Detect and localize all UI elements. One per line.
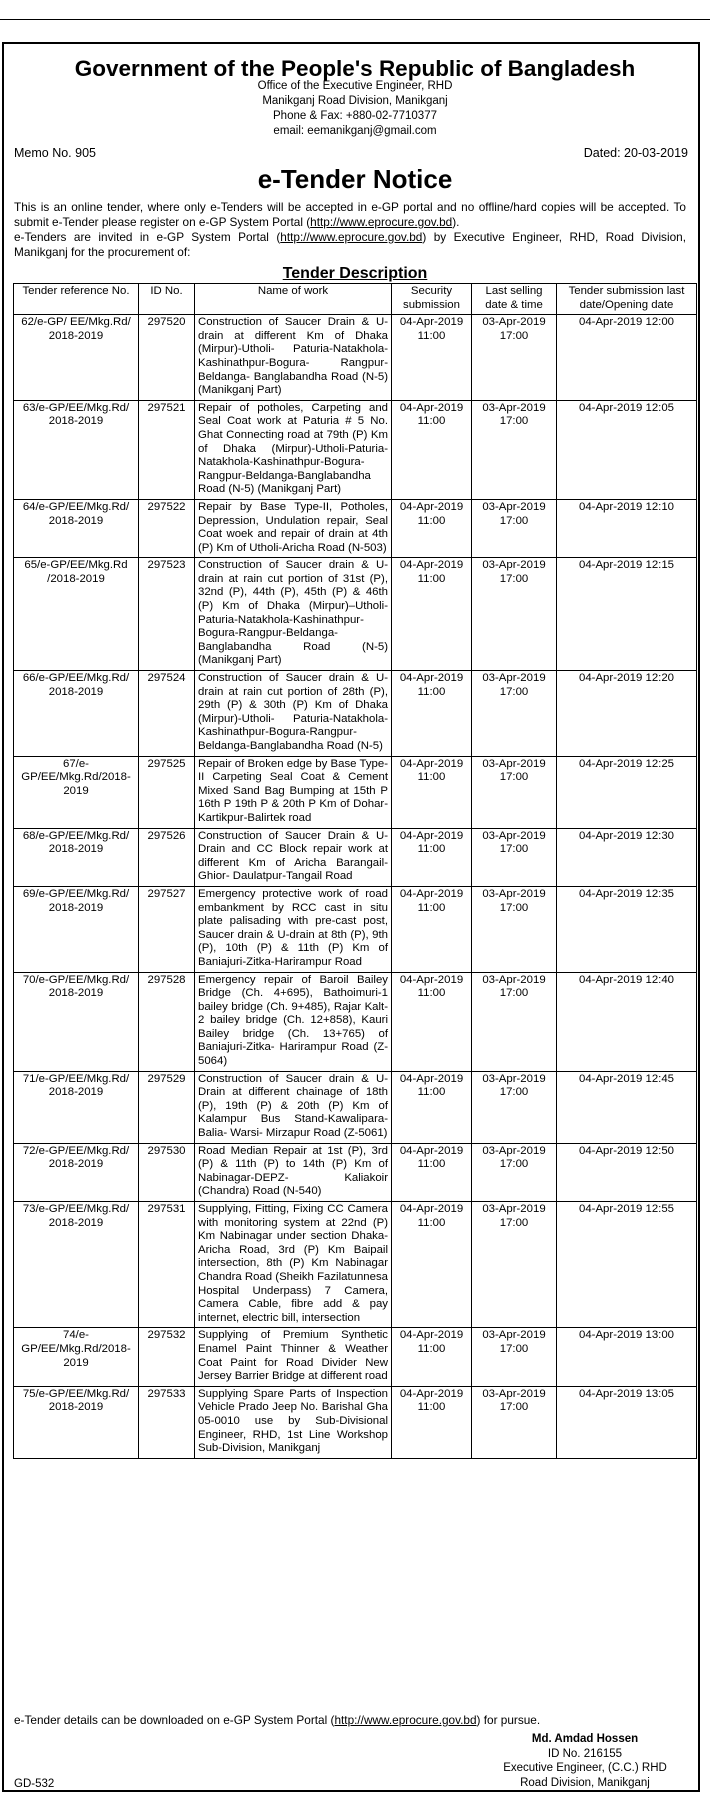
table-row bbox=[14, 886, 697, 972]
row-id: 297527 bbox=[139, 886, 195, 972]
row-selling: 03-Apr-2019 17:00 bbox=[472, 756, 557, 828]
intro-p1-text: This is an online tender, where only e-Tenders will be accepted in e-GP portal and no offline/hard copies will be accepted. To submit e-Tender please register on e-GP System Portal ( bbox=[14, 200, 686, 229]
row-security: 04-Apr-2019 11:00 bbox=[392, 756, 472, 828]
row-id: 297531 bbox=[139, 1202, 195, 1328]
table-row bbox=[14, 499, 697, 557]
row-work: Emergency repair of Baroil Bailey Bridge (Ch. 4+695), Bathoimuri-1 bailey bridge (Ch. 9+485), Rajar Kalt-2 bailey bridge (Ch. 12+858), Kauri Bailey bridge (Ch. 13+765) of Baniajuri-Zitka- Harirampur Road (Z-5064) bbox=[195, 972, 392, 1071]
row-id: 297529 bbox=[139, 1071, 195, 1143]
signatory-name: Md. Amdad Hossen bbox=[531, 1733, 639, 1745]
row-work: Construction of Saucer drain & U-drain at rain cut portion of 28th (P), 29th (P) & 30th (P) Km of Dhaka (Mirpur)-Utholi- Paturia-Natakhola- Kashinathpur-Bogura-Rangpur-Beldanga-Banglabandha Road (N-5) bbox=[195, 671, 392, 757]
row-id: 297532 bbox=[139, 1328, 195, 1386]
row-reference: 68/e-GP/EE/Mkg.Rd/ 2018-2019 bbox=[14, 828, 139, 886]
intro-text bbox=[14, 200, 686, 260]
row-id: 297523 bbox=[139, 558, 195, 671]
footer-end: ) for pursue. bbox=[476, 1713, 541, 1727]
row-submission: 04-Apr-2019 12:30 bbox=[557, 828, 697, 886]
col-header-id: ID No. bbox=[139, 284, 195, 315]
row-reference: 64/e-GP/EE/Mkg.Rd/ 2018-2019 bbox=[14, 499, 139, 557]
table-row bbox=[14, 315, 697, 401]
row-security: 04-Apr-2019 11:00 bbox=[392, 315, 472, 401]
row-id: 297528 bbox=[139, 972, 195, 1071]
table-row bbox=[14, 1386, 697, 1458]
row-submission: 04-Apr-2019 12:15 bbox=[557, 558, 697, 671]
division-line: Manikganj Road Division, Manikganj bbox=[262, 95, 448, 107]
footer-note bbox=[14, 1713, 540, 1727]
table-row bbox=[14, 972, 697, 1071]
row-reference: 67/e-GP/EE/Mkg.Rd/2018-2019 bbox=[14, 756, 139, 828]
table-row bbox=[14, 1202, 697, 1328]
row-selling: 03-Apr-2019 17:00 bbox=[472, 1071, 557, 1143]
row-security: 04-Apr-2019 11:00 bbox=[392, 886, 472, 972]
row-reference: 73/e-GP/EE/Mkg.Rd/ 2018-2019 bbox=[14, 1202, 139, 1328]
row-submission: 04-Apr-2019 12:10 bbox=[557, 499, 697, 557]
row-selling: 03-Apr-2019 17:00 bbox=[472, 886, 557, 972]
row-submission: 04-Apr-2019 12:45 bbox=[557, 1071, 697, 1143]
row-work: Construction of Saucer drain & U-Drain at different chainage of 18th (P), 19th (P) & 20th (P) Km of Kalampur Bus Stand-Kawalipara-Balia- Warsi- Mirzapur Road (Z-5061) bbox=[195, 1071, 392, 1143]
row-id: 297530 bbox=[139, 1143, 195, 1201]
row-work: Supplying of Premium Synthetic Enamel Paint Thinner & Weather Coat Paint for Road Divider New Jersey Barrier Bridge at different road bbox=[195, 1328, 392, 1386]
page-title: Government of the People's Republic of Bangladesh bbox=[74, 56, 636, 81]
row-work: Construction of Saucer Drain & U-drain at different Km of Dhaka (Mirpur)-Utholi- Paturia-Natakhola-Kashinathpur-Bogura- Rangpur-Beldanga- Banglabandha Road (N-5) (Manikganj Part) bbox=[195, 315, 392, 401]
row-selling: 03-Apr-2019 17:00 bbox=[472, 1386, 557, 1458]
row-security: 04-Apr-2019 11:00 bbox=[392, 671, 472, 757]
row-submission: 04-Apr-2019 13:00 bbox=[557, 1328, 697, 1386]
table-row bbox=[14, 400, 697, 499]
row-id: 297524 bbox=[139, 671, 195, 757]
row-work: Road Median Repair at 1st (P), 3rd (P) & 11th (P) to 14th (P) Km of Nabinagar-DEPZ- Kaliakoir (Chandra) Road (N-540) bbox=[195, 1143, 392, 1201]
row-reference: 75/e-GP/EE/Mkg.Rd/ 2018-2019 bbox=[14, 1386, 139, 1458]
row-security: 04-Apr-2019 11:00 bbox=[392, 1143, 472, 1201]
table-row bbox=[14, 558, 697, 671]
row-submission: 04-Apr-2019 12:40 bbox=[557, 972, 697, 1071]
gd-number: GD-532 bbox=[14, 1778, 55, 1790]
row-submission: 04-Apr-2019 12:20 bbox=[557, 671, 697, 757]
signature-block bbox=[470, 1732, 700, 1790]
row-reference: 74/e-GP/EE/Mkg.Rd/2018-2019 bbox=[14, 1328, 139, 1386]
table-row bbox=[14, 1071, 697, 1143]
eprocure-link-2[interactable]: http://www.eprocure.gov.bd bbox=[280, 230, 423, 244]
row-submission: 04-Apr-2019 12:05 bbox=[557, 400, 697, 499]
row-id: 297521 bbox=[139, 400, 195, 499]
eprocure-link-1[interactable]: http://www.eprocure.gov.bd bbox=[310, 215, 453, 229]
signatory-id: ID No. 216155 bbox=[547, 1747, 623, 1760]
row-reference: 65/e-GP/EE/Mkg.Rd /2018-2019 bbox=[14, 558, 139, 671]
row-work: Supplying, Fitting, Fixing CC Camera with monitoring system at 22nd (P) Km Nabinagar under section Dhaka-Aricha Road, 3rd (P) Km Baipail intersection, 8th (P) Km Nabinagar Chandra Road (Sheikh Fazilatunnesa Hospital Underpass) 7 Camera, Camera Cable, fibre add & pay internet, electric bill, intersection bbox=[195, 1202, 392, 1328]
row-work: Repair of potholes, Carpeting and Seal Coat work at Paturia # 5 No. Ghat Connecting road at 79th (P) Km of Dhaka (Mirpur)-Utholi-Paturia-Natakhola-Kashinathpur-Bogura- Rangpur-Beldanga-Banglabandha Road (N-5) (Manikganj Part) bbox=[195, 400, 392, 499]
row-security: 04-Apr-2019 11:00 bbox=[392, 558, 472, 671]
row-submission: 04-Apr-2019 12:35 bbox=[557, 886, 697, 972]
row-work: Construction of Saucer Drain & U-Drain and CC Block repair work at different Km of Aricha Barangail-Ghior- Daulatpur-Tangail Road bbox=[195, 828, 392, 886]
row-selling: 03-Apr-2019 17:00 bbox=[472, 972, 557, 1071]
row-security: 04-Apr-2019 11:00 bbox=[392, 1202, 472, 1328]
table-row bbox=[14, 1328, 697, 1386]
signatory-division: Road Division, Manikganj bbox=[520, 1776, 650, 1789]
row-id: 297522 bbox=[139, 499, 195, 557]
col-header-security: Security submission bbox=[392, 284, 472, 315]
notice-date: Dated: 20-03-2019 bbox=[583, 146, 688, 160]
row-reference: 71/e-GP/EE/Mkg.Rd/ 2018-2019 bbox=[14, 1071, 139, 1143]
signatory-title: Executive Engineer, (C.C.) RHD bbox=[503, 1762, 667, 1774]
row-reference: 72/e-GP/EE/Mkg.Rd/ 2018-2019 bbox=[14, 1143, 139, 1201]
row-submission: 04-Apr-2019 13:05 bbox=[557, 1386, 697, 1458]
eprocure-link-3[interactable]: http://www.eprocure.gov.bd bbox=[334, 1713, 477, 1727]
tender-table-body bbox=[14, 315, 697, 1459]
row-security: 04-Apr-2019 11:00 bbox=[392, 1328, 472, 1386]
top-rule bbox=[0, 19, 710, 20]
row-security: 04-Apr-2019 11:00 bbox=[392, 1386, 472, 1458]
row-submission: 04-Apr-2019 12:00 bbox=[557, 315, 697, 401]
tender-table bbox=[13, 283, 697, 1459]
email-line: email: eemanikganj@gmail.com bbox=[273, 125, 437, 137]
row-id: 297525 bbox=[139, 756, 195, 828]
row-id: 297526 bbox=[139, 828, 195, 886]
row-selling: 03-Apr-2019 17:00 bbox=[472, 828, 557, 886]
table-row bbox=[14, 671, 697, 757]
row-reference: 69/e-GP/EE/Mkg.Rd/ 2018-2019 bbox=[14, 886, 139, 972]
office-line: Office of the Executive Engineer, RHD bbox=[257, 80, 453, 92]
row-security: 04-Apr-2019 11:00 bbox=[392, 499, 472, 557]
row-selling: 03-Apr-2019 17:00 bbox=[472, 499, 557, 557]
row-work: Emergency protective work of road embankment by RCC cast in situ plate palisading with pre-cast post, Saucer drain & U-drain at 8th (P), 9th (P), 10th (P) & 11th (P) Km of Baniajuri-Zitka-Harirampur Road bbox=[195, 886, 392, 972]
row-selling: 03-Apr-2019 17:00 bbox=[472, 1143, 557, 1201]
notice-title: e-Tender Notice bbox=[257, 164, 453, 194]
row-work: Repair of Broken edge by Base Type-II Carpeting Seal Coat & Cement Mixed Sand Bag Bumping at 15th P 16th P 19th P & 20th P Km of Dohar- Kartikpur-Balirtek road bbox=[195, 756, 392, 828]
row-selling: 03-Apr-2019 17:00 bbox=[472, 558, 557, 671]
footer-text: e-Tender details can be downloaded on e-GP System Portal ( bbox=[14, 1713, 335, 1727]
phone-line: Phone & Fax: +880-02-7710377 bbox=[273, 110, 437, 122]
col-header-work: Name of work bbox=[195, 284, 392, 315]
row-submission: 04-Apr-2019 12:55 bbox=[557, 1202, 697, 1328]
row-security: 04-Apr-2019 11:00 bbox=[392, 972, 472, 1071]
table-row bbox=[14, 828, 697, 886]
row-submission: 04-Apr-2019 12:25 bbox=[557, 756, 697, 828]
row-reference: 66/e-GP/EE/Mkg.Rd/ 2018-2019 bbox=[14, 671, 139, 757]
col-header-reference: Tender reference No. bbox=[14, 284, 139, 315]
row-selling: 03-Apr-2019 17:00 bbox=[472, 1202, 557, 1328]
row-work: Construction of Saucer drain & U-drain at rain cut portion of 31st (P), 32nd (P), 44th (P), 45th (P) & 46th (P) Km of Dhaka (Mirpur)–Utholi-Paturia-Natakhola-Kashinathpur-Bogura-Rangpur-Beldanga-Banglabandha Road (N-5) (Manikganj Part) bbox=[195, 558, 392, 671]
intro-p2-end: ) by Executive Engineer, RHD, Road Division, Manikganj for the procurement of: bbox=[14, 230, 686, 259]
intro-paragraph-1 bbox=[14, 200, 686, 230]
intro-p1-end: ). bbox=[452, 215, 460, 229]
col-header-selling: Last selling date & time bbox=[472, 284, 557, 315]
table-row bbox=[14, 1143, 697, 1201]
col-header-submission: Tender submission last date/Opening date bbox=[557, 284, 697, 315]
row-selling: 03-Apr-2019 17:00 bbox=[472, 400, 557, 499]
row-work: Repair by Base Type-II, Potholes, Depression, Undulation repair, Seal Coat woek and repair of drain at 4th (P) Km of Utholi-Aricha Road (N-503) bbox=[195, 499, 392, 557]
row-security: 04-Apr-2019 11:00 bbox=[392, 1071, 472, 1143]
row-reference: 70/e-GP/EE/Mkg.Rd/ 2018-2019 bbox=[14, 972, 139, 1071]
intro-paragraph-2 bbox=[14, 230, 686, 260]
row-id: 297533 bbox=[139, 1386, 195, 1458]
row-submission: 04-Apr-2019 12:50 bbox=[557, 1143, 697, 1201]
row-selling: 03-Apr-2019 17:00 bbox=[472, 315, 557, 401]
table-title: Tender Description bbox=[282, 265, 428, 282]
table-header-row bbox=[14, 284, 697, 315]
memo-number: Memo No. 905 bbox=[14, 146, 96, 160]
table-row bbox=[14, 756, 697, 828]
intro-p2-text: e-Tenders are invited in e-GP System Portal ( bbox=[14, 230, 281, 244]
row-work: Supplying Spare Parts of Inspection Vehicle Prado Jeep No. Barishal Gha 05-0010 use by Sub-Divisional Engineer, RHD, 1st Line Workshop Sub-Division, Manikganj bbox=[195, 1386, 392, 1458]
row-security: 04-Apr-2019 11:00 bbox=[392, 828, 472, 886]
row-reference: 63/e-GP/EE/Mkg.Rd/ 2018-2019 bbox=[14, 400, 139, 499]
row-id: 297520 bbox=[139, 315, 195, 401]
row-security: 04-Apr-2019 11:00 bbox=[392, 400, 472, 499]
row-selling: 03-Apr-2019 17:00 bbox=[472, 671, 557, 757]
row-selling: 03-Apr-2019 17:00 bbox=[472, 1328, 557, 1386]
row-reference: 62/e-GP/ EE/Mkg.Rd/ 2018-2019 bbox=[14, 315, 139, 401]
